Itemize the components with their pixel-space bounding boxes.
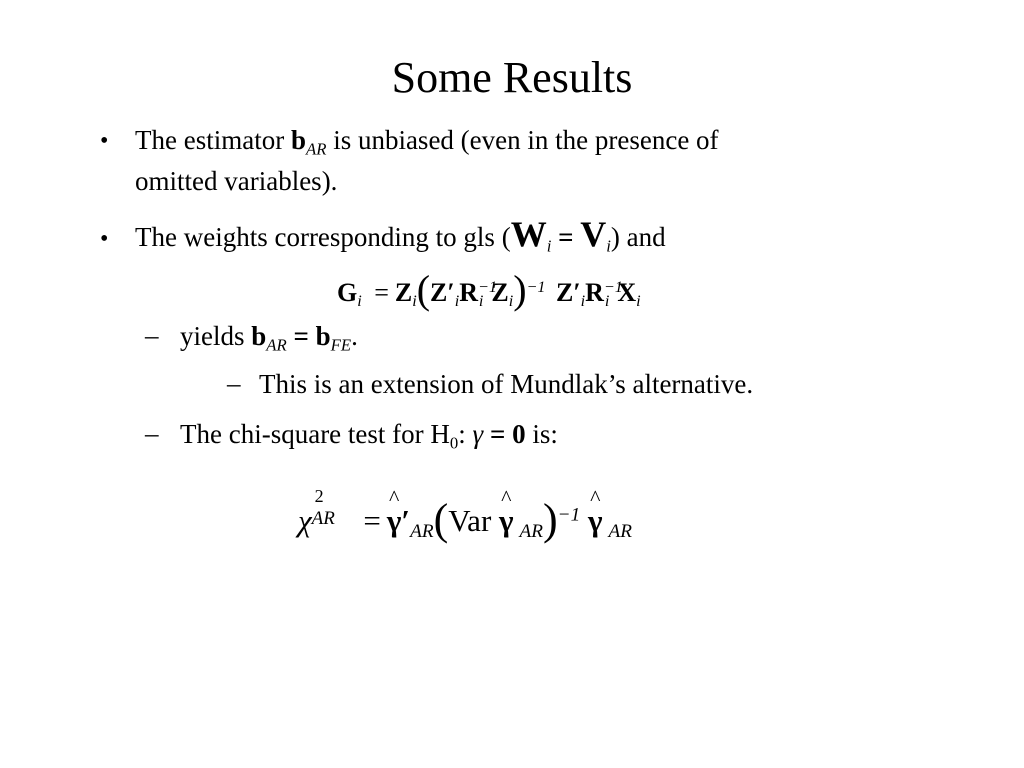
bullet-marker: • <box>100 226 109 252</box>
equals-sign: = <box>551 222 581 252</box>
bullet-1-line-1 <box>135 122 719 167</box>
formula-chi-square: χ 2 AR =^ $\gamma'_{AR}(Var$ ^ γ $_{AR}$)$^{-1}$ ^ γ $_{AR}$ <box>298 494 632 545</box>
dash-marker: – <box>145 320 159 350</box>
sub-bullet-yields: yields $b_{AR} = b_{FE}$. <box>180 321 358 355</box>
formula-g: $G_i = Z_i(Z'_iR^{-1}_i$ $Z_i)^{-1}$ $Z'_iR^{-1}_i$ $X_i$ <box>337 267 641 312</box>
dash-marker: – <box>227 368 241 398</box>
sub-bullet-chi-square: The chi-square test for $H_0$: γ = 0 is: <box>180 419 558 453</box>
subscript-ar: AR <box>305 139 327 159</box>
bullet-1-text: The estimator <box>135 125 291 155</box>
sub-sub-bullet-mundlak: This is an extension of Mundlak’s alternative. <box>259 369 754 399</box>
bullet-marker: • <box>100 128 109 154</box>
bullet-2-text: The weights corresponding to gls ( <box>135 222 511 252</box>
symbol-v: V <box>580 214 607 254</box>
symbol-w: W <box>510 214 547 254</box>
subscript-i: i <box>606 236 611 256</box>
dash-marker: – <box>145 418 159 448</box>
bullet-2-line <box>135 216 666 264</box>
bullet-1-text-post: is unbiased (even in the presence of <box>326 125 719 155</box>
slide-title: Some Results <box>391 53 633 102</box>
subscript-i: i <box>546 236 552 256</box>
bullet-2-text-post: ) and <box>610 222 666 252</box>
symbol-b: b <box>290 125 306 155</box>
bullet-1-line-2: omitted variables). <box>135 166 338 196</box>
